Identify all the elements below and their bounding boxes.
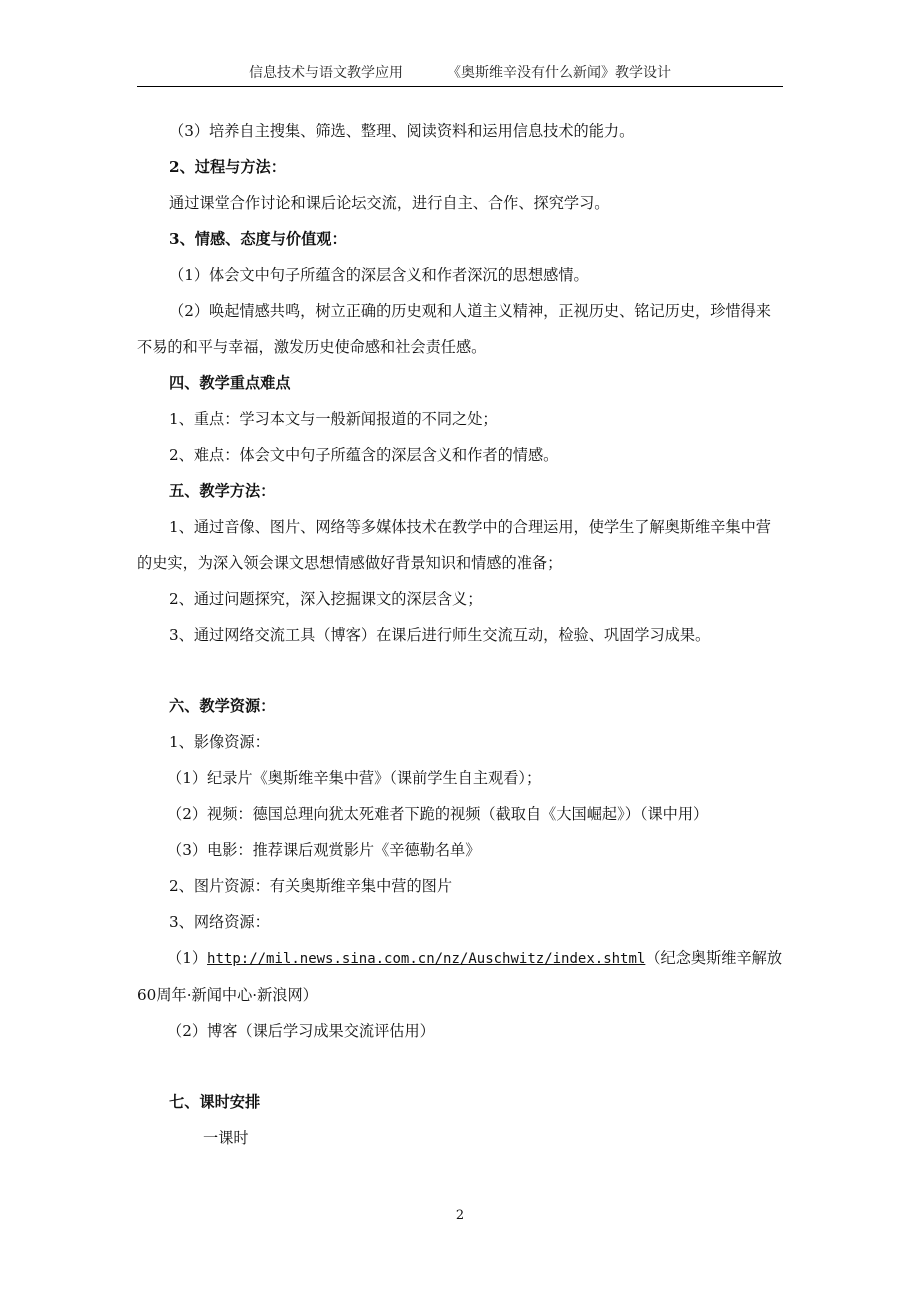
resource-network-1-suffix: （纪念奥斯维辛解放60周年·新闻中心·新浪网） <box>137 949 783 1004</box>
resource-video-2: （2）视频：德国总理向犹太死难者下跪的视频（截取自《大国崛起》）（课中用） <box>167 805 709 823</box>
key-point: 1、重点：学习本文与一般新闻报道的不同之处； <box>169 410 498 428</box>
heading-emotion: 3、情感、态度与价值观： <box>169 230 347 248</box>
header-title: 《奥斯维辛没有什么新闻》教学设计 <box>447 65 671 81</box>
header-course: 信息技术与语文教学应用 <box>249 65 403 81</box>
heading-resources: 六、教学资源： <box>169 697 276 715</box>
method-1: 1、通过音像、图片、网络等多媒体技术在教学中的合理运用，使学生了解奥斯维辛集中营的史实，为深入领会课文思想情感做好背景知识和情感的准备； <box>137 518 771 572</box>
heading-key-points: 四、教学重点难点 <box>169 374 291 392</box>
heading-methods: 五、教学方法： <box>169 482 276 500</box>
document-body <box>137 113 783 1156</box>
resource-video: 1、影像资源： <box>169 733 270 751</box>
resource-network: 3、网络资源： <box>169 913 270 931</box>
emotion-1: （1）体会文中句子所蕴含的深层含义和作者深沉的思想感情。 <box>169 266 589 284</box>
process-text: 通过课堂合作讨论和课后论坛交流，进行自主、合作、探究学习。 <box>169 194 610 212</box>
method-3: 3、通过网络交流工具（博客）在课后进行师生交流互动，检验、巩固学习成果。 <box>169 626 711 644</box>
page-number: 2 <box>455 1208 465 1223</box>
resource-network-1 <box>137 940 783 1013</box>
resource-network-1-prefix: （1） <box>167 949 208 967</box>
resource-video-3: （3）电影：推荐课后观赏影片《辛德勒名单》 <box>167 841 481 859</box>
difficult-point: 2、难点：体会文中句子所蕴含的深层含义和作者的情感。 <box>169 446 559 464</box>
schedule-text: 一课时 <box>203 1129 249 1147</box>
heading-schedule: 七、课时安排 <box>169 1093 261 1111</box>
method-2: 2、通过问题探究，深入挖掘课文的深层含义； <box>169 590 483 608</box>
emotion-2: （2）唤起情感共鸣，树立正确的历史观和人道主义精神，正视历史、铭记历史，珍惜得来不易的和平与幸福，激发历史使命感和社会责任感。 <box>137 302 771 356</box>
objective-3: （3）培养自主搜集、筛选、整理、阅读资料和运用信息技术的能力。 <box>169 122 635 140</box>
resource-network-2: （2）博客（课后学习成果交流评估用） <box>167 1022 435 1040</box>
resource-video-1: （1）纪录片《奥斯维辛集中营》（课前学生自主观看）； <box>167 769 542 787</box>
sina-auschwitz-link[interactable]: http://mil.news.sina.com.cn/nz/Auschwitz/index.shtml <box>207 951 646 967</box>
resource-images: 2、图片资源：有关奥斯维辛集中营的图片 <box>169 877 453 895</box>
heading-process: 2、过程与方法： <box>169 158 286 176</box>
running-header <box>137 62 783 87</box>
